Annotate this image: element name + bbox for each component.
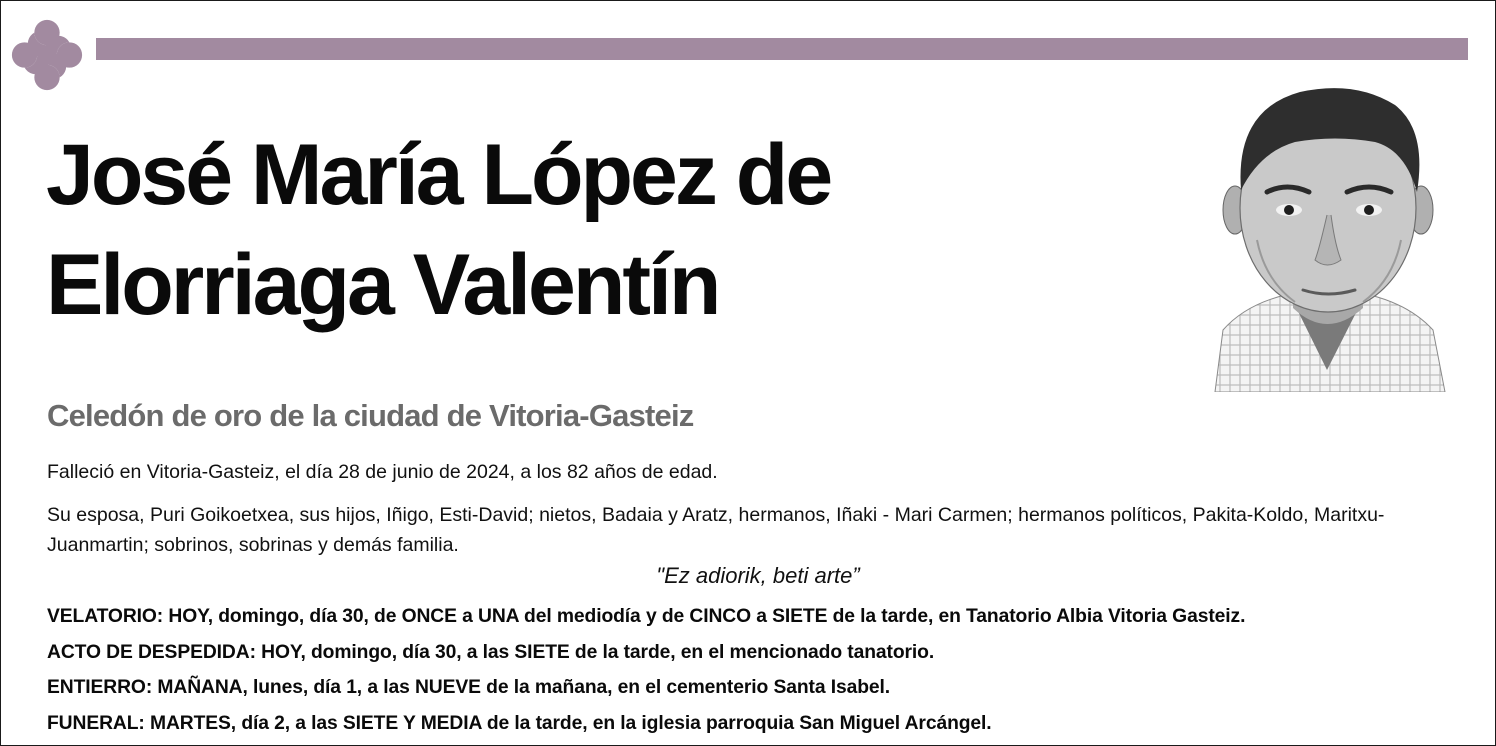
event-acto-de-despedida: ACTO DE DESPEDIDA: HOY, domingo, día 30, a las SIETE de la tarde, en el mencionado tanatorio.: [47, 641, 935, 663]
honor-subtitle: Celedón de oro de la ciudad de Vitoria-Gasteiz: [47, 398, 694, 433]
memorial-quote: "Ez adiorik, beti arte”: [656, 563, 860, 588]
event-funeral: FUNERAL: MARTES, día 2, a las SIETE Y MEDIA de la tarde, en la iglesia parroquia San Miguel Arcángel.: [47, 712, 992, 734]
deceased-name-line-2: Elorriaga Valentín: [46, 237, 719, 333]
deceased-name-line-1: José María López de: [46, 127, 831, 223]
death-notice: Falleció en Vitoria-Gasteiz, el día 28 de junio de 2024, a los 82 años de edad.: [47, 461, 718, 483]
event-entierro: ENTIERRO: MAÑANA, lunes, día 1, a las NUEVE de la mañana, en el cementerio Santa Isabel.: [47, 677, 891, 698]
deceased-name: [46, 120, 1146, 340]
portrait-photo: [1205, 80, 1450, 392]
lauburu-icon: [8, 16, 86, 94]
event-velatorio: VELATORIO: HOY, domingo, día 30, de ONCE a UNA del mediodía y de CINCO a SIETE de la tarde, en Tanatorio Albia Vitoria Gasteiz.: [47, 606, 1246, 627]
header-accent-bar: [96, 38, 1468, 60]
service-schedule: [47, 599, 1487, 741]
family-list: Su esposa, Puri Goikoetxea, sus hijos, Iñigo, Esti-David; nietos, Badaia y Aratz, hermanos, Iñaki - Mari Carmen; hermanos políticos, Pakita-Koldo, Maritxu-Juanmartin; sobrinos, sobrinas y demás familia.: [47, 504, 1385, 556]
